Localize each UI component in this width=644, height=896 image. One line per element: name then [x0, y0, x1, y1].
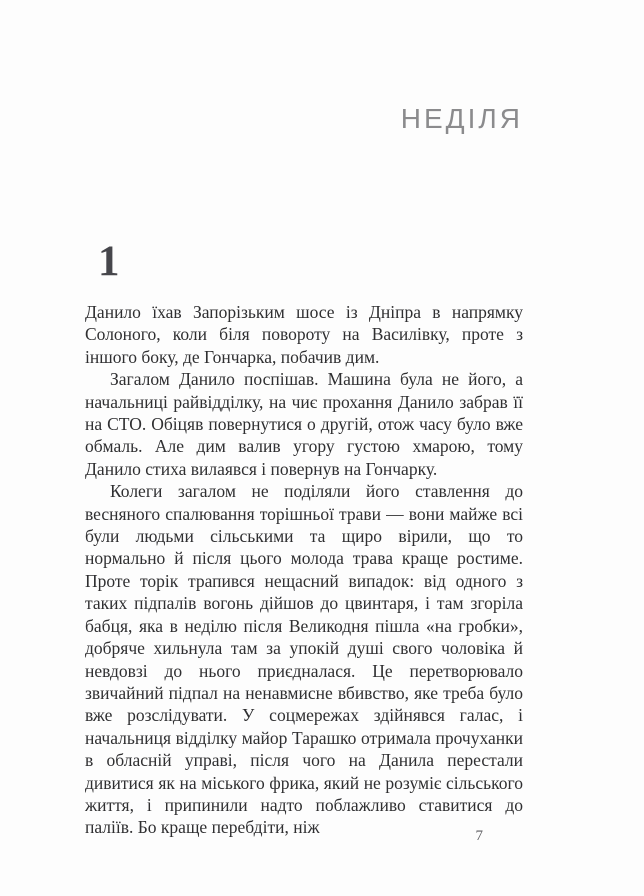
body-text — [85, 301, 523, 839]
chapter-number: 1 — [98, 238, 120, 285]
chapter-title: НЕДІЛЯ — [400, 103, 523, 134]
paragraph: Колеги загалом не поділяли його ставлення до весняного спалювання торішньої трави — вони майже всі були людьми сільськими та щиро вірили, що то нормально й після цього молода трава краще ростиме. Проте торік трапився нещасний випадок: від одного з таких підпалів вогонь дійшов до цвинтаря, і там згоріла бабця, яка в неділю після Великодня пішла «на гробки», добряче хильнула там за упокій душі свого чоловіка й невдовзі до нього приєдналася. Це перетворювало звичайний підпал на ненавмисне вбивство, яке треба було вже розслідувати. У соцмережах здійнявся галас, і начальниця відділку майор Тарашко отримала прочуханки в обласній управі, після чого на Данила перестали дивитися як на міського фрика, який не розуміє сільського життя, і припинили надто поблажливо ставитися до паліїв. Бо краще перебдіти, ніж — [85, 481, 523, 838]
paragraph: Загалом Данило поспішав. Машина була не його, а начальниці райвідділку, на чиє прохання Данило забрав її на СТО. Обіцяв повернутися о другій, отож часу було вже обмаль. Але дим валив угору густою хмарою, тому Данило стиха вилаявся і повернув на Гончарку. — [85, 369, 523, 479]
paragraph: Данило їхав Запорізьким шосе із Дніпра в напрямку Солоного, коли біля повороту на Василівку, проте з іншого боку, де Гончарка, побачив дим. — [85, 302, 523, 367]
page-number: 7 — [475, 828, 483, 844]
